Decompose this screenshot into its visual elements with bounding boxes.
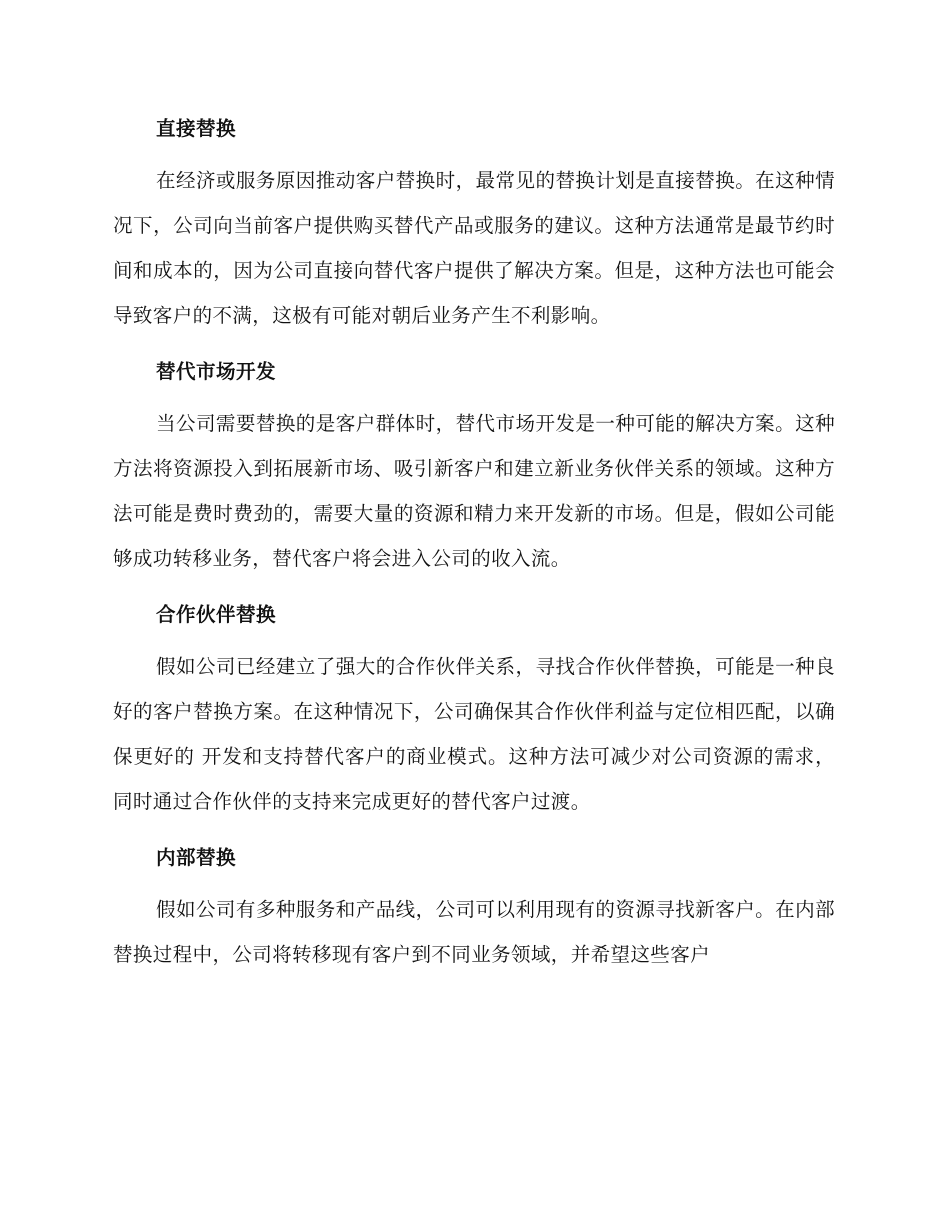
- section-heading-direct-replacement: 直接替换: [156, 117, 237, 140]
- section-body-partner-replacement: 假如公司已经建立了强大的合作伙伴关系，寻找合作伙伴替换，可能是一种良好的客户替换方案。在这种情况下，公司确保其合作伙伴利益与定位相匹配，以确保更好的 开发和支持替代客户的商业模式。这种方法可减少对公司资源的需求，同时通过合作伙伴的支持来完成更好的替代客户过渡。: [113, 655, 835, 813]
- section-body-direct-replacement: 在经济或服务原因推动客户替换时，最常见的替换计划是直接替换。在这种情况下，公司向当前客户提供购买替代产品或服务的建议。这种方法通常是最节约时间和成本的，因为公司直接向替代客户提供了解决方案。但是，这种方法也可能会导致客户的不满，这极有可能对朝后业务产生不利影响。: [113, 169, 835, 327]
- section-heading-partner-replacement: 合作伙伴替换: [156, 603, 277, 626]
- document-content: [113, 110, 835, 992]
- section-body-alternative-market-development: 当公司需要替换的是客户群体时，替代市场开发是一种可能的解决方案。这种方法将资源投入到拓展新市场、吸引新客户和建立新业务伙伴关系的领域。这种方法可能是费时费劲的，需要大量的资源和精力来开发新的市场。但是，假如公司能够成功转移业务，替代客户将会进入公司的收入流。: [113, 412, 835, 570]
- section-body-internal-replacement: 假如公司有多种服务和产品线，公司可以利用现有的资源寻找新客户。在内部替换过程中，公司将转移现有客户到不同业务领域，并希望这些客户: [113, 898, 835, 966]
- section-heading-internal-replacement: 内部替换: [156, 846, 237, 869]
- section-heading-alternative-market-development: 替代市场开发: [156, 360, 277, 383]
